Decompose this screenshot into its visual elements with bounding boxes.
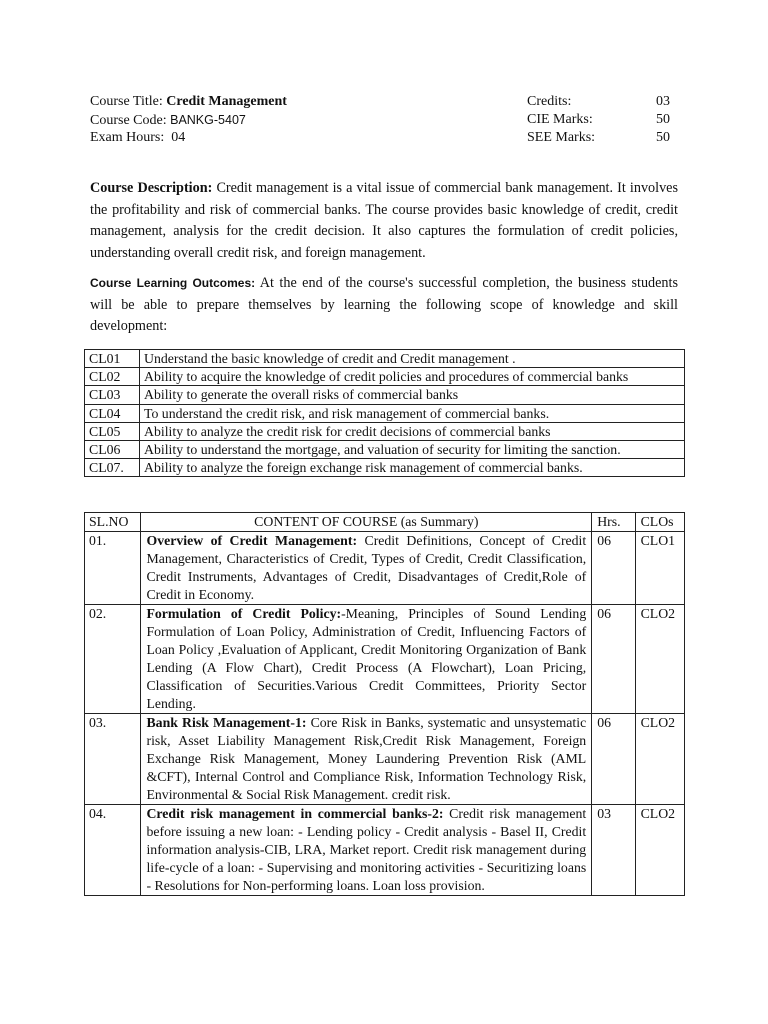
learning-outcomes-label: Course Learning Outcomes: [90,276,256,290]
course-header [90,93,670,147]
row-clo: CLO2 [635,605,684,714]
course-description-label: Course Description: [90,180,213,196]
table-row [85,368,685,386]
row-hrs: 03 [592,805,635,896]
row-sl-no: 01. [85,532,141,605]
table-row [85,386,685,404]
row-sl-no: 02. [85,605,141,714]
row-content [141,532,592,605]
exam-hours: 04 [171,130,186,145]
table-row [85,805,685,896]
row-hrs: 06 [592,714,635,805]
row-hrs: 06 [592,605,635,714]
table-row [85,441,685,459]
row-content-title: Bank Risk Management-1: [146,715,307,730]
course-description-text: Credit management is a vital issue of commercial bank management. It involves the profitability and risk of commercial banks. The course provides basic knowledge of credit, credit management, analysis for the credit decision. It also captures the formulation of credit policies, understanding overall credit risk, and foreign management. [90,180,678,261]
header-row-exam [90,129,670,147]
row-content-body: Core Risk in Banks, systematic and unsystematic risk, Asset Liability Management Risk,Credit Risk Management, Foreign Exchange Risk Management, Money Laundering Prevention Risk (AML &CFT), Internal Control and Compliance Risk, Information Technology Risk, Environmental & Social Risk Management. credit risk. [146,715,587,802]
outcome-code: CL05 [85,422,140,440]
table-row [85,404,685,422]
row-content [141,605,592,714]
header-row-code [90,111,670,129]
row-content-body: -Meaning, Principles of Sound Lending Formulation of Loan Policy, Administration of Credit, Influencing Factors of Loan Policy ,Evaluation of Applicant, Credit Monitoring Organization of Bank Lending (A Flow Chart), Credit Process (A Flowchart), Loan Pricing, Classification of Securities.Various Credit Committees, Priority Sector Lending. [146,606,587,711]
column-header-content: CONTENT OF COURSE (as Summary) [141,513,592,532]
exam-hours-field [90,129,185,147]
outcome-text: Ability to analyze the credit risk for credit decisions of commercial banks [140,422,685,440]
row-clo: CLO2 [635,714,684,805]
outcome-code: CL02 [85,368,140,386]
see-marks-value: 50 [656,130,670,145]
row-clo: CLO2 [635,805,684,896]
exam-hours-label: Exam Hours: [90,130,165,145]
learning-outcomes-table [84,349,685,477]
course-content-table [84,512,685,896]
outcome-text: Understand the basic knowledge of credit and Credit management . [140,350,685,368]
row-content-body: Credit risk management before issuing a new loan: - Lending policy - Credit analysis - Basel II, Credit information analysis-CIB, LRA, Market report. Credit risk management during life-cycle of a loan: - Supervising and monitoring activities - Securitizing loans - Resolutions for Non-performing loans. Loan loss provision. [146,806,587,893]
column-header-clos: CLOs [635,513,684,532]
row-content-title: Credit risk management in commercial banks-2: [146,806,444,821]
outcome-code: CL04 [85,404,140,422]
outcome-text: Ability to understand the mortgage, and valuation of security for limiting the sanction. [140,441,685,459]
column-header-sl-no: SL.NO [85,513,141,532]
course-title-field [90,93,287,111]
cie-marks-label: CIE Marks: [527,112,593,127]
course-title-label: Course Title: [90,94,163,109]
course-code-field [90,111,246,130]
learning-outcomes-text: At the end of the course's successful completion, the business students will be able to prepare themselves by learning the following scope of knowledge and skill development: [90,275,678,334]
header-row-title [90,93,670,111]
course-title: Credit Management [166,94,287,109]
learning-outcomes-intro [90,273,678,338]
course-code-label: Course Code: [90,113,167,128]
table-row [85,459,685,477]
credits-label: Credits: [527,94,572,109]
course-code: BANKG-5407 [170,113,246,127]
outcome-code: CL07. [85,459,140,477]
row-content [141,805,592,896]
row-content-body: Credit Definitions, Concept of Credit Management, Characteristics of Credit, Types of Credit, Credit Classification, Credit Instruments, Advantages of Credit, Disadvantages of Credit,Role of Credit in Economy. [146,533,587,602]
see-marks-label: SEE Marks: [527,130,596,145]
table-header-row [85,513,685,532]
cie-marks-value: 50 [656,112,670,127]
outcome-code: CL03 [85,386,140,404]
outcome-text: Ability to generate the overall risks of commercial banks [140,386,685,404]
row-clo: CLO1 [635,532,684,605]
outcome-text: Ability to analyze the foreign exchange risk management of commercial banks. [140,459,685,477]
row-content-title: Formulation of Credit Policy: [146,606,342,621]
outcome-code: CL06 [85,441,140,459]
course-description [90,178,678,264]
row-content [141,714,592,805]
table-row [85,350,685,368]
table-row [85,422,685,440]
row-content-title: Overview of Credit Management: [146,533,358,548]
table-row [85,605,685,714]
outcome-text: To understand the credit risk, and risk management of commercial banks. [140,404,685,422]
row-sl-no: 03. [85,714,141,805]
credits-value: 03 [656,94,670,109]
outcome-code: CL01 [85,350,140,368]
table-row [85,532,685,605]
column-header-hrs: Hrs. [592,513,635,532]
row-hrs: 06 [592,532,635,605]
outcome-text: Ability to acquire the knowledge of credit policies and procedures of commercial banks [140,368,685,386]
table-row [85,714,685,805]
row-sl-no: 04. [85,805,141,896]
